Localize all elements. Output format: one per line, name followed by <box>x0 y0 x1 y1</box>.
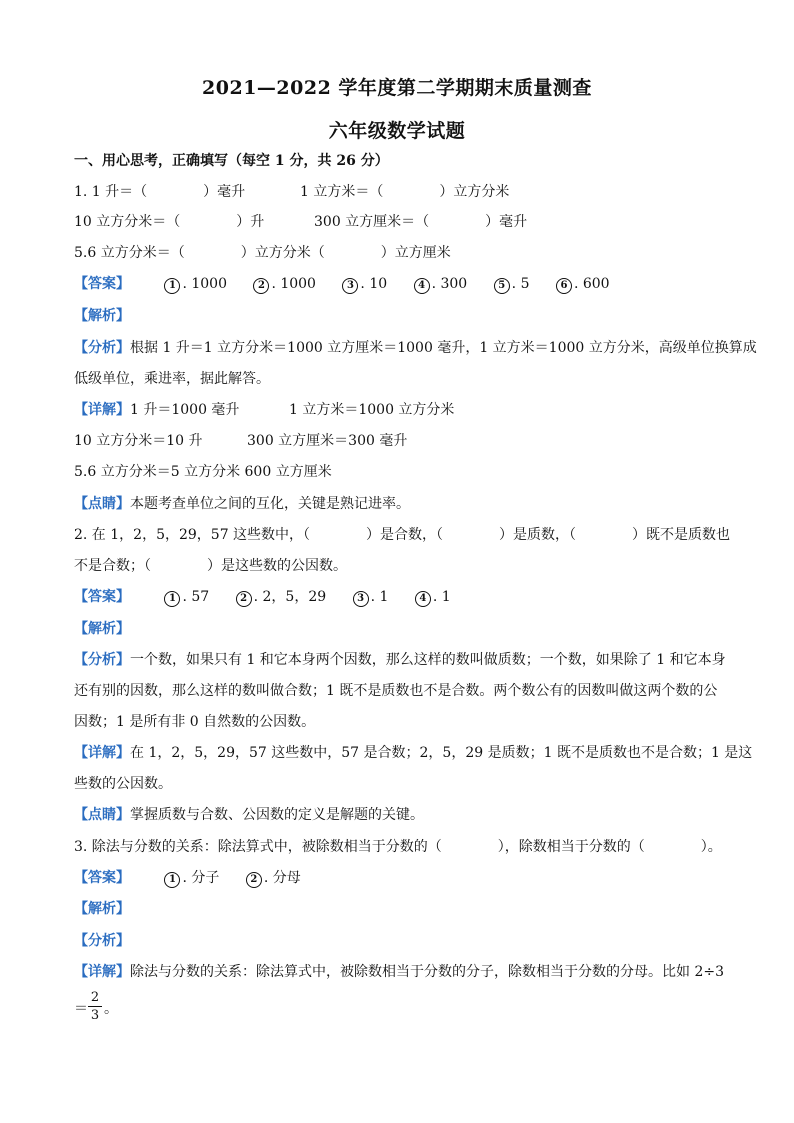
answer-item <box>342 275 387 294</box>
dianjing-text: 本题考查单位之间的互化，关键是熟记进率。 <box>130 496 410 512</box>
answer-value: . 10 <box>360 276 388 292</box>
dianjing-text: 掌握质数与合数、公因数的定义是解题的关键。 <box>130 807 424 823</box>
q1-xiangjie-1b: 1 立方米＝1000 立方分米 <box>289 402 455 418</box>
q3-line-1: 3. 除法与分数的关系：除法算式中，被除数相当于分数的（ ），除数相当于分数的（ ）。 <box>74 839 722 855</box>
xiangjie-text: 1 升＝1000 毫升 <box>130 402 240 418</box>
answer-tag: 【答案】 <box>74 870 130 886</box>
xiangjie-text: 除法与分数的关系：除法算式中，被除数相当于分数的分子，除数相当于分数的分母。比如 2÷3 <box>130 964 724 980</box>
answer-item <box>353 588 389 607</box>
q2-fenxi-1 <box>74 651 726 669</box>
circled-number: 2 <box>253 278 269 294</box>
q2-fenxi-3: 因数；1 是所有非 0 自然数的公因数。 <box>74 714 316 730</box>
circled-number: 3 <box>342 278 358 294</box>
answer-value: . 57 <box>182 589 210 605</box>
answer-tag: 【答案】 <box>74 276 130 292</box>
analysis-tag: 【解析】 <box>74 308 130 324</box>
answer-item <box>164 588 209 607</box>
document-title: 2021—2022 学年度第二学期期末质量测查 <box>202 77 592 99</box>
q1-xiangjie-1a <box>74 401 239 419</box>
q3-xiangjie-1 <box>74 963 724 981</box>
q1-answer-row <box>74 275 632 294</box>
answer-item <box>246 869 301 888</box>
answer-value: . 300 <box>431 276 468 292</box>
fenxi-tag: 【分析】 <box>74 652 130 668</box>
q1-line-2b: 300 立方厘米＝（ ）毫升 <box>314 214 528 230</box>
section-heading: 一、用心思考，正确填写（每空 1 分，共 26 分） <box>74 153 389 169</box>
q1-xiangjie-2b: 300 立方厘米＝300 毫升 <box>247 433 408 449</box>
fenxi-text: 一个数，如果只有 1 和它本身两个因数，那么这样的数叫做质数；一个数，如果除了 1 和它本身 <box>130 652 726 668</box>
answer-item <box>556 275 610 294</box>
circled-number: 1 <box>164 591 180 607</box>
answer-value: . 1000 <box>271 276 316 292</box>
q3-answer-row <box>74 869 323 888</box>
q1-xiangjie-2a: 10 立方分米＝10 升 <box>74 433 203 449</box>
q3-xiangjie-end: 。 <box>104 1001 118 1017</box>
circled-number: 1 <box>164 278 180 294</box>
circled-number: 3 <box>353 591 369 607</box>
q1-line-3: 5.6 立方分米＝（ ）立方分米（ ）立方厘米 <box>74 245 451 261</box>
fenxi-tag: 【分析】 <box>74 933 130 949</box>
dianjing-tag: 【点睛】 <box>74 496 130 512</box>
q2-xiangjie-2: 些数的公因数。 <box>74 776 172 792</box>
answer-item <box>494 275 530 294</box>
circled-number: 2 <box>246 872 262 888</box>
xiangjie-tag: 【详解】 <box>74 402 130 418</box>
dianjing-tag: 【点睛】 <box>74 807 130 823</box>
q1-dianjing <box>74 495 410 513</box>
answer-value: . 2，5，29 <box>253 589 327 605</box>
answer-tag: 【答案】 <box>74 589 130 605</box>
answer-item <box>414 275 468 294</box>
fraction-denominator: 3 <box>90 1008 100 1023</box>
q1-line-2a: 10 立方分米＝（ ）升 <box>74 214 265 230</box>
answer-item <box>415 588 451 607</box>
xiangjie-text: 在 1，2，5，29，57 这些数中，57 是合数；2，5，29 是质数；1 既不是质数也不是合数；1 是这 <box>130 745 753 761</box>
answer-item <box>164 275 227 294</box>
answer-value: . 600 <box>573 276 610 292</box>
q1-line-1b: 1 立方米＝（ ）立方分米 <box>300 184 510 200</box>
q2-line-1: 2. 在 1，2，5，29，57 这些数中，（ ）是合数，（ ）是质数，（ ）既不是质数也 <box>74 527 731 543</box>
q2-line-2: 不是合数；（ ）是这些数的公因数。 <box>74 558 347 574</box>
xiangjie-tag: 【详解】 <box>74 964 130 980</box>
analysis-tag: 【解析】 <box>74 621 130 637</box>
fenxi-text: 根据 1 升＝1 立方分米＝1000 立方厘米＝1000 毫升，1 立方米＝1000 立方分米，高级单位换算成 <box>130 340 757 356</box>
answer-value: . 1 <box>432 589 451 605</box>
answer-item <box>253 275 316 294</box>
circled-number: 4 <box>414 278 430 294</box>
fraction-numerator: 2 <box>90 990 100 1005</box>
q2-answer-row <box>74 588 473 607</box>
q3-xiangjie-eq: ＝ <box>74 1001 88 1017</box>
q1-xiangjie-3: 5.6 立方分米＝5 立方分米 600 立方厘米 <box>74 464 332 480</box>
circled-number: 4 <box>415 591 431 607</box>
circled-number: 5 <box>494 278 510 294</box>
document-subtitle: 六年级数学试题 <box>328 120 466 142</box>
circled-number: 6 <box>556 278 572 294</box>
circled-number: 2 <box>236 591 252 607</box>
q2-xiangjie-1 <box>74 744 752 762</box>
q1-fenxi-1 <box>74 339 757 357</box>
analysis-tag: 【解析】 <box>74 901 130 917</box>
answer-value: . 分母 <box>263 870 301 886</box>
fenxi-tag: 【分析】 <box>74 340 130 356</box>
answer-value: . 1 <box>370 589 389 605</box>
answer-item <box>236 588 327 607</box>
answer-item <box>164 869 219 888</box>
circled-number: 1 <box>164 872 180 888</box>
answer-value: . 5 <box>511 276 530 292</box>
q2-dianjing <box>74 806 424 824</box>
q1-line-1a: 1. 1 升＝（ ）毫升 <box>74 184 246 200</box>
answer-value: . 1000 <box>182 276 227 292</box>
fraction-bar <box>88 1006 102 1007</box>
q1-fenxi-2: 低级单位，乘进率，据此解答。 <box>74 371 270 387</box>
xiangjie-tag: 【详解】 <box>74 745 130 761</box>
q2-fenxi-2: 还有别的因数，那么这样的数叫做合数；1 既不是质数也不是合数。两个数公有的因数叫做这两个数的公 <box>74 683 718 699</box>
answer-value: . 分子 <box>182 870 220 886</box>
